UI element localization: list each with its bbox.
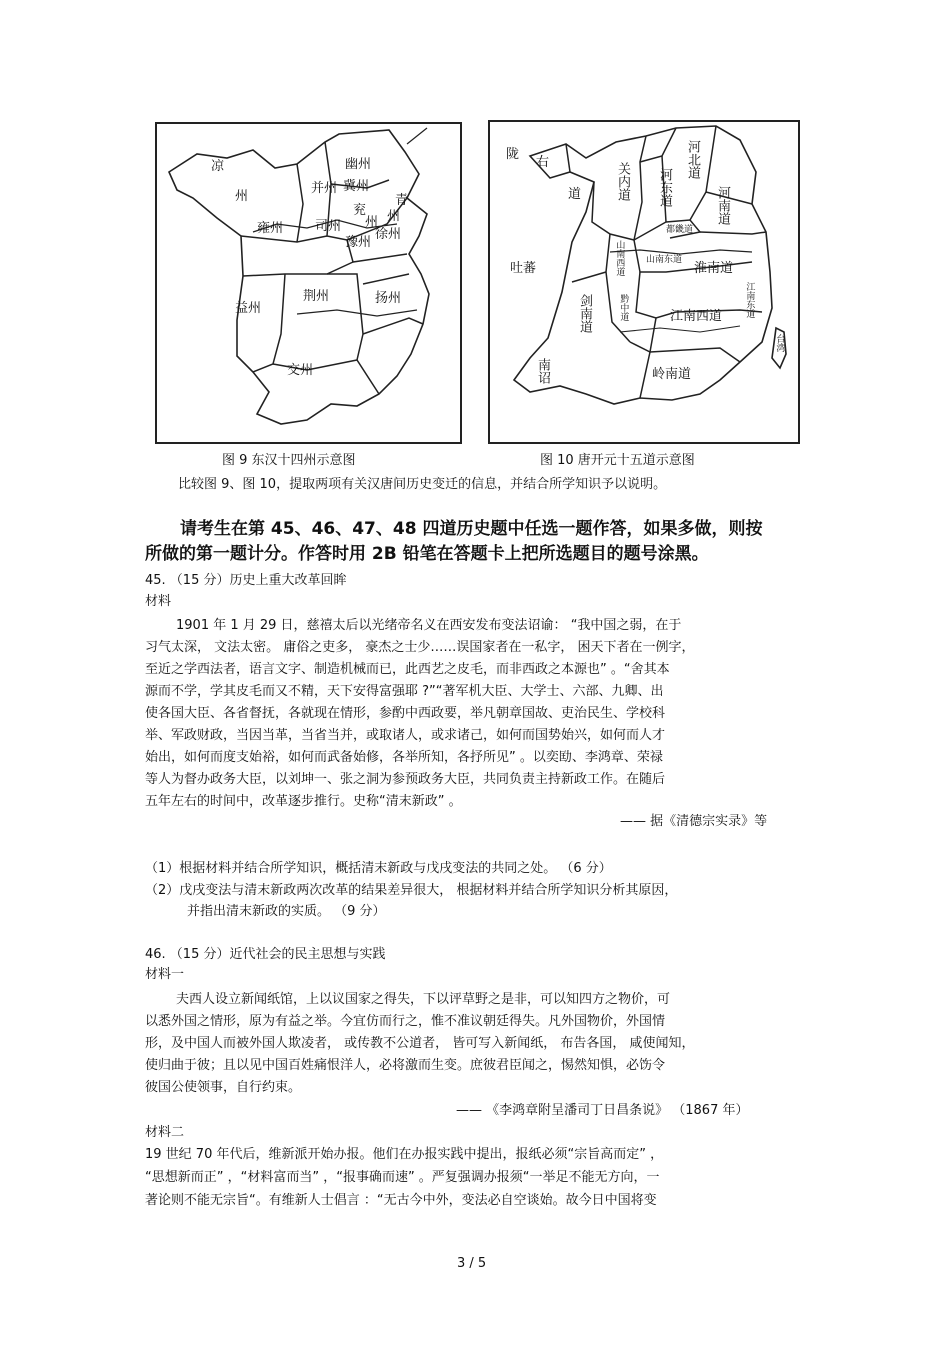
q46-material1-source: —— 《李鸿章附呈潘司丁日昌条说》 （1867 年）: [456, 1103, 749, 1118]
q46-m1-line-2: 以悉外国之情形，原为有益之举。今宜仿而行之，惟不准议朝廷得失。凡外国物价，外国情: [145, 1014, 666, 1029]
q46-m2-line-1: 19 世纪 70 年代后，维新派开始办报。他们在办报实践中提出，报纸必须“宗旨高而定” ，: [145, 1147, 664, 1162]
label-hebei-dao: 河北道: [684, 140, 700, 179]
q46-m1-line-1: 夫西人设立新闻纸馆，上以议国家之得失，下以评草野之是非，可以知四方之物价，可: [176, 992, 671, 1007]
q45-line-4: 源而不学，学其皮毛而又不精，天下安得富强耶 ?”“著军机大臣、大学士、六部、九卿、出: [145, 684, 664, 699]
label-huainan-dao: 淮南道: [694, 261, 734, 276]
label-qianzhong-dao: 黔中道: [618, 294, 629, 321]
label-yongzhou: 雍州: [257, 221, 284, 236]
q45-line-6: 举、军政财政，当因当革，当省当并，或取诸人，或求诸己，如何而国势始兴，如何而人才: [145, 728, 666, 743]
label-guannei-dao: 关内道: [614, 162, 630, 201]
q45-material-label: 材料: [145, 594, 172, 609]
q46-m1-line-5: 彼国公使领事，自行约束。: [145, 1080, 302, 1095]
label-liangzhou-2: 州: [235, 189, 249, 204]
label-hedong-dao: 河东道: [656, 168, 672, 207]
label-yangzhou: 扬州: [375, 291, 402, 306]
q46-m2-line-3: 著论则不能无宗旨“。有维新人士倡言 ：“无古今中外，变法必自空谈始。故今日中国将变: [145, 1193, 657, 1208]
q46-material1-label: 材料一: [145, 967, 185, 982]
q45-subquestion-1: （1）根据材料并结合所学知识，概括清末新政与戊戌变法的共同之处。 （6 分）: [145, 861, 612, 876]
q46-title: 46. （15 分）近代社会的民主思想与实践: [145, 947, 386, 962]
label-yuzhou: 豫州: [345, 235, 372, 250]
map9-caption: 图 9 东汉十四州示意图: [222, 453, 356, 468]
label-yizhou: 益州: [235, 301, 262, 316]
label-liangzhou-1: 凉: [211, 159, 225, 174]
q45-line-8: 等人为督办政务大臣，以刘坤一、张之洞为参预政务大臣，共同负责主持新政工作。在随后: [145, 772, 666, 787]
label-longyou-2: 右: [536, 155, 550, 170]
q45-line-9: 五年左右的时间中，改革逐步推行。史称“清末新政” 。: [145, 794, 462, 809]
label-youzhou: 幽州: [345, 157, 372, 172]
q45-line-3: 至近之学西法者，语言文字、制造机械而已，此西艺之皮毛，而非西政之本源也” 。“舍其本: [145, 662, 670, 677]
q45-title: 45. （15 分）历史上重大改革回眸: [145, 573, 347, 588]
label-xuzhou: 徐州: [375, 227, 402, 242]
q45-source: —— 据《清德宗实录》等: [620, 814, 768, 829]
label-nanzhao: 南诏: [534, 358, 550, 384]
label-henan-dao: 河南道: [714, 186, 730, 225]
label-lingnan-dao: 岭南道: [652, 367, 692, 382]
label-yanzhou-2: 州: [365, 215, 379, 230]
label-longyou-1: 陇: [506, 147, 520, 162]
label-qingzhou-2: 州: [387, 209, 401, 224]
q46-m1-line-3: 形，及中国人而被外国人欺凌者， 或传教不公道者， 皆可写入新闻纸， 布告各国， 咸使闻知，: [145, 1036, 695, 1051]
q45-line-5: 使各国大臣、各省督抚，各就现在情形，参酌中西政要，举凡朝章国故、吏治民生、学校科: [145, 706, 666, 721]
label-qingzhou-1: 青: [395, 193, 409, 208]
map-eastern-han-drawing: [157, 124, 460, 442]
q45-line-1: 1901 年 1 月 29 日，慈禧太后以光绪帝名义在西安发布变法诏谕： “我中国之弱，在于: [176, 618, 682, 633]
label-jiangnan-xi-dao: 江南西道: [670, 309, 723, 324]
label-yanzhou-1: 兖: [353, 203, 367, 218]
q46-m1-line-4: 使归曲于彼；且以见中国百姓痛恨洋人，必将激而生变。庶彼君臣闻之，惕然知惧，必饬令: [145, 1058, 666, 1073]
q45-line-2: 习气太深， 文法太密。 庸俗之吏多， 豪杰之士少……误国家者在一私字， 困天下者在一例字，: [145, 640, 695, 655]
label-shannan-xi-dao: 山南西道: [614, 240, 625, 276]
label-sizhou: 司州: [315, 219, 342, 234]
q45-subquestion-2: （2）戊戌变法与清末新政两次改革的结果差异很大， 根据材料并结合所学知识分析其原因，: [145, 883, 678, 898]
map10-caption: 图 10 唐开元十五道示意图: [540, 453, 695, 468]
label-duji-dao: 都畿道: [666, 225, 694, 235]
q45-subquestion-2-cont: 并指出清末新政的实质。 （9 分）: [187, 904, 386, 919]
label-bingzhou: 并州: [311, 181, 338, 196]
label-jiangnan-dong-dao: 江南东道: [744, 282, 755, 318]
label-jingzhou: 荆州: [303, 289, 330, 304]
compare-question: 比较图 9、图 10，提取两项有关汉唐间历史变迁的信息，并结合所学知识予以说明。: [178, 477, 667, 492]
instruction-line-1: 请考生在第 45、46、47、48 四道历史题中任选一题作答，如果多做，则按: [180, 519, 763, 539]
label-jizhou: 冀州: [343, 179, 370, 194]
q45-line-7: 始出，如何而度支始裕，如何而武备始修，各举所知，各抒所见” 。以奕劻、李鸿章、荣禄: [145, 750, 663, 765]
page-number: 3 / 5: [457, 1256, 487, 1271]
label-shannan-dong-dao: 山南东道: [646, 255, 683, 265]
map-tang-circuits: [488, 120, 800, 444]
label-jiannan-dao: 剑南道: [576, 294, 592, 333]
q46-m2-line-2: “思想新而正” ，“材料富而当” ，“报事确而速” 。严复强调办报须“一举足不能无方向，一: [145, 1170, 660, 1185]
map-eastern-han: [155, 122, 462, 444]
q46-material2-label: 材料二: [145, 1125, 185, 1140]
label-longyou-3: 道: [568, 187, 582, 202]
instruction-line-2: 所做的第一题计分。作答时用 2B 铅笔在答题卡上把所选题目的题号涂黑。: [145, 544, 709, 564]
label-jiaozhou: 交州: [287, 363, 314, 378]
label-taiwan: 台湾: [774, 334, 785, 352]
label-tubo: 吐蕃: [510, 261, 537, 276]
